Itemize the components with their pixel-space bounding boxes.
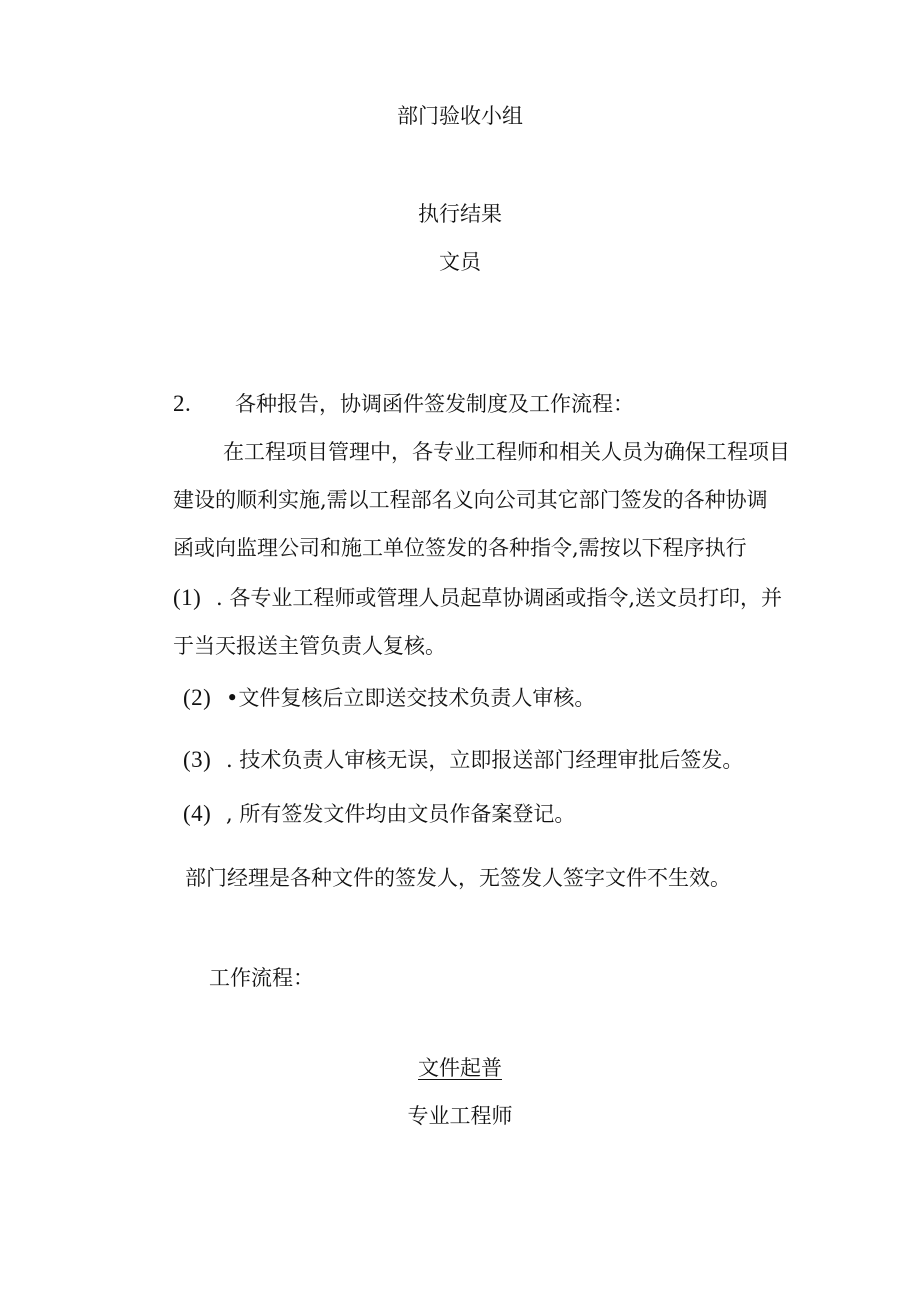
intro-line-3: 函或向监理公司和施工单位签发的各种指令,需按以下程序执行 (173, 536, 747, 560)
sign-note: 部门经理是各种文件的签发人，无签发人签字文件不生效。 (185, 866, 731, 890)
step-1-text-cont: 于当天报送主管负责人复核。 (173, 634, 446, 658)
step-2-text: •文件复核后立即送交技术负责人审核。 (226, 686, 596, 710)
clerk-label: 文员 (439, 250, 481, 274)
step-1-text: . 各专业工程师或管理人员起草协调函或指令,送文员打印，并 (216, 586, 783, 610)
step-4-number: (4) (183, 801, 212, 826)
step-2-number: (2) (183, 685, 212, 710)
step-3-number: (3) (183, 747, 212, 772)
step-4-text: , 所有签发文件均由文员作备案登记。 (226, 802, 576, 826)
section-number: 2. (173, 391, 192, 416)
intro-line-2: 建设的顺利实施,需以工程部名义向公司其它部门签发的各种协调 (173, 488, 768, 512)
exec-result-label: 执行结果 (418, 202, 502, 226)
workflow-step-title-text: 文件起普 (418, 1056, 502, 1080)
intro-line-1: 在工程项目管理中，各专业工程师和相关人员为确保工程项目 (223, 440, 790, 464)
dept-group-label: 部门验收小组 (397, 104, 523, 128)
workflow-step-title (0, 1053, 920, 1083)
step-1-number: (1) (173, 585, 202, 610)
section-heading: 各种报告，协调函件签发制度及工作流程： (235, 392, 634, 416)
workflow-label: 工作流程： (209, 966, 314, 990)
step-3-text: . 技术负责人审核无误，立即报送部门经理审批后签发。 (226, 748, 744, 772)
workflow-step-role: 专业工程师 (407, 1104, 513, 1128)
